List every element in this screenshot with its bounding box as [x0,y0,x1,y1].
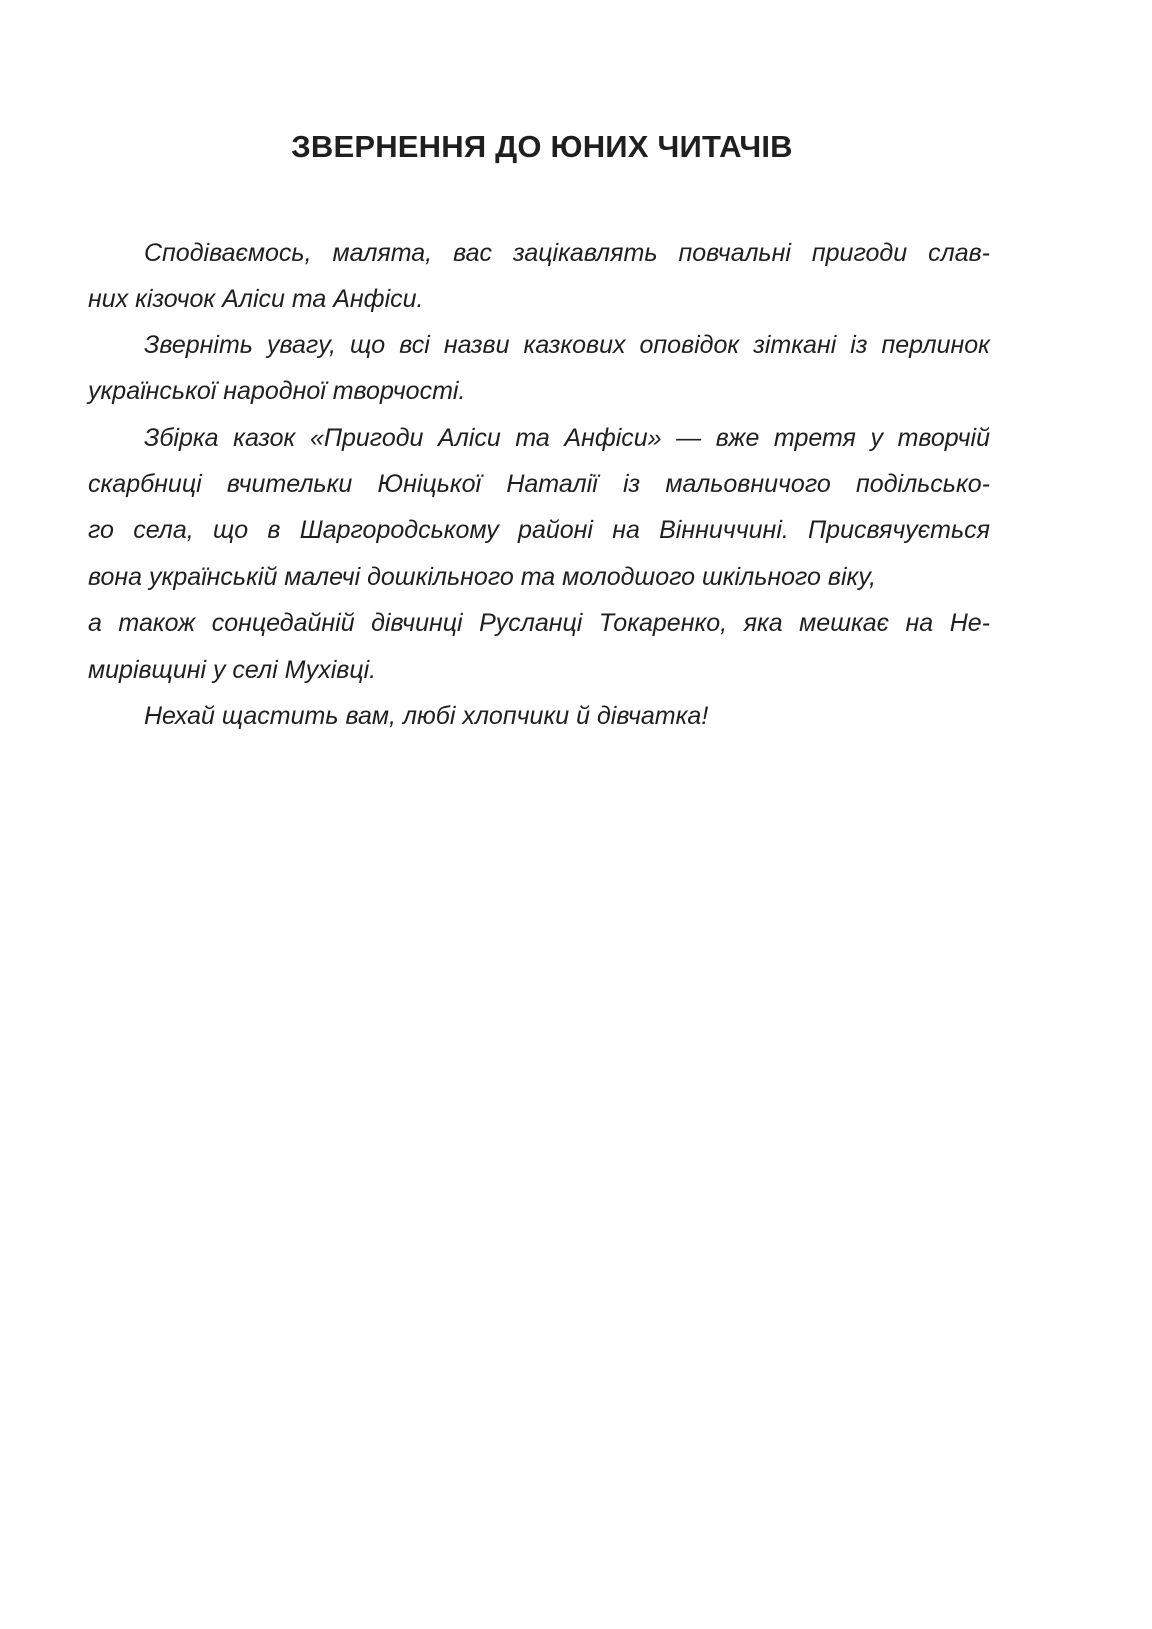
paragraph-4-line-1: Нехай щастить вам, любі хлопчики й дівчатка! [144,702,709,730]
paragraph-3-line-3: го села, що в Шаргородському районі на Вінниччині. Присвячується [88,516,990,544]
paragraph-3-line-5: а також сонцедайній дівчинці Русланці Токаренко, яка мешкає на Не- [88,609,990,637]
paragraph-3-line-4: вона українській малечі дошкільного та молодшого шкільного віку, [88,563,877,591]
paragraph-1-line-1: Сподіваємось, малята, вас зацікавлять повчальні пригоди слав- [144,239,990,267]
page-title: ЗВЕРНЕННЯ ДО ЮНИХ ЧИТАЧІВ [291,129,793,164]
paragraph-3-line-1: Збірка казок «Пригоди Аліси та Анфіси» — вже третя у творчій [144,424,990,452]
paragraph-1-line-2: них кізочок Аліси та Анфіси. [88,285,424,313]
paragraph-2-line-1: Зверніть увагу, що всі назви казкових оповідок зіткані із перлинок [144,331,990,359]
paragraph-3-line-6: мирівщині у селі Мухівці. [88,656,377,684]
paragraph-2-line-2: української народної творчості. [88,377,466,405]
paragraph-3-line-2: скарбниці вчительки Юніцької Наталії із мальовничого подільсько- [88,470,990,498]
